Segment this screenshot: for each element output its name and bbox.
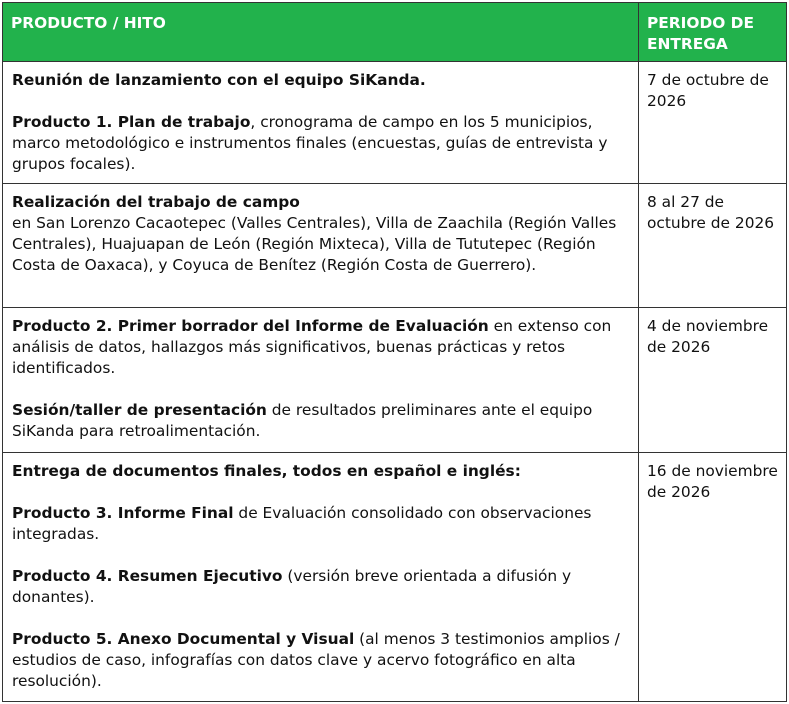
milestone-paragraph — [12, 566, 630, 608]
milestone-cell — [3, 453, 639, 702]
milestone-bold-text: Producto 4. Resumen Ejecutivo — [12, 567, 283, 585]
milestone-cell — [3, 308, 639, 453]
milestone-text: de Evaluación consolidado con observaciones integradas. — [12, 504, 592, 543]
milestone-paragraph — [12, 316, 630, 379]
milestone-text: en extenso con análisis de datos, hallazgos más significativos, buenas prácticas y retos identificados. — [12, 317, 612, 377]
delivery-schedule-table — [2, 2, 787, 702]
milestone-paragraph — [12, 503, 630, 545]
milestone-paragraph — [12, 400, 630, 442]
milestone-bold-text: Producto 5. Anexo Documental y Visual — [12, 630, 355, 648]
milestone-paragraph — [12, 192, 630, 276]
milestone-text: (versión breve orientada a difusión y donantes). — [12, 567, 572, 606]
milestone-text: de resultados preliminares ante el equipo SiKanda para retroalimentación. — [12, 401, 593, 440]
header-row — [3, 3, 787, 62]
delivery-date-cell: 8 al 27 de octubre de 2026 — [639, 184, 787, 308]
milestone-bold-text: Entrega de documentos finales, todos en español e inglés: — [12, 462, 521, 480]
delivery-date-cell: 7 de octubre de 2026 — [639, 62, 787, 184]
header-product: PRODUCTO / HITO — [3, 3, 639, 62]
table-row — [3, 453, 787, 702]
milestone-bold-text: Sesión/taller de presentación — [12, 401, 267, 419]
milestone-paragraph — [12, 112, 630, 175]
delivery-date-cell: 4 de noviembre de 2026 — [639, 308, 787, 453]
table-row — [3, 62, 787, 184]
milestone-bold-text: Producto 1. Plan de trabajo — [12, 113, 251, 131]
table-row — [3, 184, 787, 308]
milestone-text: (al menos 3 testimonios amplios / estudios de caso, infografías con datos clave y acervo fotográfico en alta resolución). — [12, 630, 620, 690]
milestone-paragraph — [12, 629, 630, 692]
milestone-paragraph — [12, 70, 630, 91]
milestone-bold-text: Producto 2. Primer borrador del Informe de Evaluación — [12, 317, 489, 335]
milestone-cell — [3, 62, 639, 184]
table-row — [3, 308, 787, 453]
milestone-paragraph — [12, 461, 630, 482]
delivery-date-cell: 16 de noviembre de 2026 — [639, 453, 787, 702]
milestone-text: en San Lorenzo Cacaotepec (Valles Centrales), Villa de Zaachila (Región Valles Centrales), Huajuapan de León (Región Mixteca), Villa de Tututepec (Región Costa de Oaxaca), y Coyuca de Benítez (Región Costa de Guerrero). — [12, 214, 617, 274]
milestone-text: , cronograma de campo en los 5 municipios, marco metodológico e instrumentos finales (encuestas, guías de entrevista y grupos focales). — [12, 113, 608, 173]
milestone-bold-text: Producto 3. Informe Final — [12, 504, 234, 522]
milestone-bold-text: Reunión de lanzamiento con el equipo SiKanda. — [12, 71, 426, 89]
milestone-cell — [3, 184, 639, 308]
header-period: PERIODO DE ENTREGA — [639, 3, 787, 62]
milestone-bold-text: Realización del trabajo de campo — [12, 193, 300, 211]
